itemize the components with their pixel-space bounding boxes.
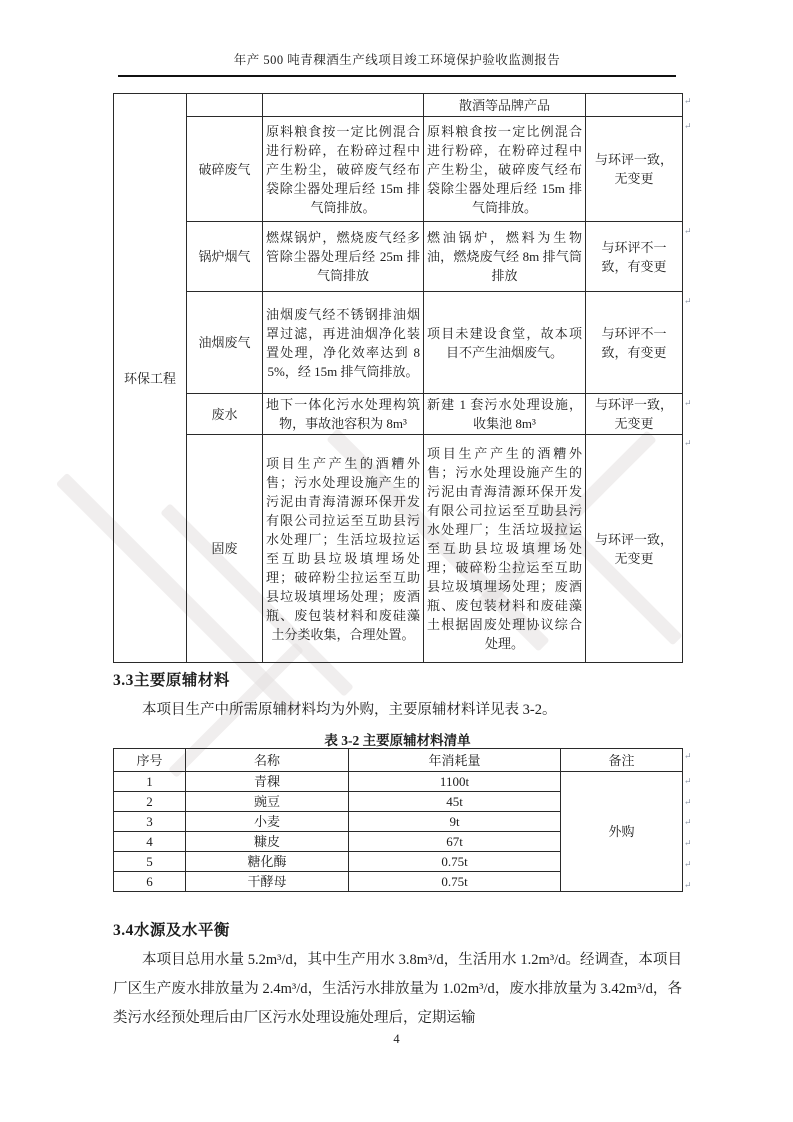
actual-cell: 项目生产产生的酒糟外售；污水处理设施产生的污泥由青海清源环保开发有限公司拉运至互助县污水处理厂；生活垃圾拉运至互助县垃圾填埋场处理；破碎粉尘拉运至互助县垃圾填埋场处理；废酒瓶、废包装材料和废硅藻土根据固废处理协议综合处理。	[424, 435, 586, 663]
table-3-2-caption: 表 3-2 主要原辅材料清单	[324, 733, 471, 748]
section-3-4-paragraph: 本项目总用水量 5.2m³/d，其中生产用水 3.8m³/d，生活用水 1.2m³/d。经调查，本项目厂区生产废水排放量为 2.4m³/d，生活污水排放量为 1.02m³/d，废水排放量为 3.42m³/d，各类污水经预处理后由厂区污水处理设施处理后，定期运输	[113, 952, 682, 1026]
empty-cell	[586, 94, 683, 117]
category-cell: 破碎废气	[187, 117, 263, 222]
name-cell: 糖化酶	[186, 852, 349, 872]
table-header-row	[114, 749, 683, 772]
name-cell: 小麦	[186, 812, 349, 832]
annual-cell: 0.75t	[349, 852, 561, 872]
category-cell: 废水	[187, 394, 263, 435]
section-heading-3-4: 3.4水源及水平衡	[113, 922, 230, 939]
table-row	[114, 117, 683, 222]
paragraph-mark: ↵	[684, 96, 692, 106]
paragraph-mark: ↵	[684, 880, 692, 890]
paragraph-mark: ↵	[684, 859, 692, 869]
merged-category-cell: 环保工程	[114, 94, 187, 663]
epa-cell: 油烟废气经不锈钢排油烟罩过滤，再进油烟净化装置处理，净化效率达到 85%，经 15m 排气筒排放。	[263, 292, 424, 394]
empty-cell	[263, 94, 424, 117]
category-cell: 锅炉烟气	[187, 222, 263, 292]
no-cell: 1	[114, 772, 186, 792]
table-row	[114, 435, 683, 663]
no-cell: 4	[114, 832, 186, 852]
conclusion-cell: 与环评不一致，有变更	[586, 292, 683, 394]
paragraph-mark: ↵	[684, 438, 692, 448]
epa-cell: 原料粮食按一定比例混合进行粉碎，在粉碎过程中产生粉尘，破碎废气经布袋除尘器处理后经 15m 排气筒排放。	[263, 117, 424, 222]
actual-cell: 燃油锅炉，燃料为生物油，燃烧废气经 8m 排气筒排放	[424, 222, 586, 292]
header-no: 序号	[114, 749, 186, 772]
paragraph-mark: ↵	[684, 398, 692, 408]
empty-cell	[187, 94, 263, 117]
table-row	[114, 222, 683, 292]
paragraph-mark: ↵	[684, 226, 692, 236]
table-row	[114, 772, 683, 792]
paragraph-mark: ↵	[684, 751, 692, 761]
conclusion-cell: 与环评一致，无变更	[586, 435, 683, 663]
conclusion-cell: 与环评一致，无变更	[586, 394, 683, 435]
paragraph-mark: ↵	[684, 776, 692, 786]
conclusion-cell: 与环评不一致，有变更	[586, 222, 683, 292]
annual-cell: 67t	[349, 832, 561, 852]
no-cell: 5	[114, 852, 186, 872]
name-cell: 豌豆	[186, 792, 349, 812]
section-heading-3-3: 3.3主要原辅材料	[113, 672, 230, 689]
name-cell: 青稞	[186, 772, 349, 792]
paragraph-mark: ↵	[684, 296, 692, 306]
annual-cell: 1100t	[349, 772, 561, 792]
table-row	[114, 292, 683, 394]
no-cell: 6	[114, 872, 186, 892]
merged-remark-cell: 外购	[561, 772, 683, 892]
paragraph-mark: ↵	[684, 838, 692, 848]
epa-cell: 地下一体化污水处理构筑物，事故池容积为 8m³	[263, 394, 424, 435]
header-annual: 年消耗量	[349, 749, 561, 772]
paragraph-mark: ↵	[684, 121, 692, 131]
no-cell: 3	[114, 812, 186, 832]
paragraph-mark: ↵	[684, 817, 692, 827]
header-name: 名称	[186, 749, 349, 772]
name-cell: 糠皮	[186, 832, 349, 852]
page-number: 4	[393, 1032, 400, 1046]
actual-cell: 项目未建设食堂，故本项目不产生油烟废气。	[424, 292, 586, 394]
actual-cell: 新建 1 套污水处理设施，收集池 8m³	[424, 394, 586, 435]
actual-cell: 原料粮食按一定比例混合进行粉碎，在粉碎过程中产生粉尘，破碎废气经布袋除尘器处理后经 15m 排气筒排放。	[424, 117, 586, 222]
table-row	[114, 94, 683, 117]
conclusion-cell: 与环评一致，无变更	[586, 117, 683, 222]
continuation-cell: 散酒等品牌产品	[424, 94, 586, 117]
category-cell: 油烟废气	[187, 292, 263, 394]
table-row	[114, 394, 683, 435]
category-cell: 固废	[187, 435, 263, 663]
annual-cell: 0.75t	[349, 872, 561, 892]
paragraph-mark: ↵	[684, 797, 692, 807]
annual-cell: 9t	[349, 812, 561, 832]
annual-cell: 45t	[349, 792, 561, 812]
section-3-3-paragraph: 本项目生产中所需原辅材料均为外购，主要原辅材料详见表 3-2。	[142, 702, 557, 718]
no-cell: 2	[114, 792, 186, 812]
raw-materials-table	[113, 748, 683, 892]
header-remark: 备注	[561, 749, 683, 772]
name-cell: 干酵母	[186, 872, 349, 892]
epa-cell: 燃煤锅炉，燃烧废气经多管除尘器处理后经 25m 排气筒排放	[263, 222, 424, 292]
epa-cell: 项目生产产生的酒糟外售；污水处理设施产生的污泥由青海清源环保开发有限公司拉运至互助县污水处理厂；生活垃圾拉运至互助县垃圾填埋场处理；破碎粉尘拉运至互助县垃圾填埋场处理；废酒瓶、废包装材料和废硅藻土分类收集，合理处置。	[263, 435, 424, 663]
env-protection-comparison-table	[113, 93, 683, 663]
page-header-title: 年产 500 吨青稞酒生产线项目竣工环境保护验收监测报告	[118, 50, 676, 77]
